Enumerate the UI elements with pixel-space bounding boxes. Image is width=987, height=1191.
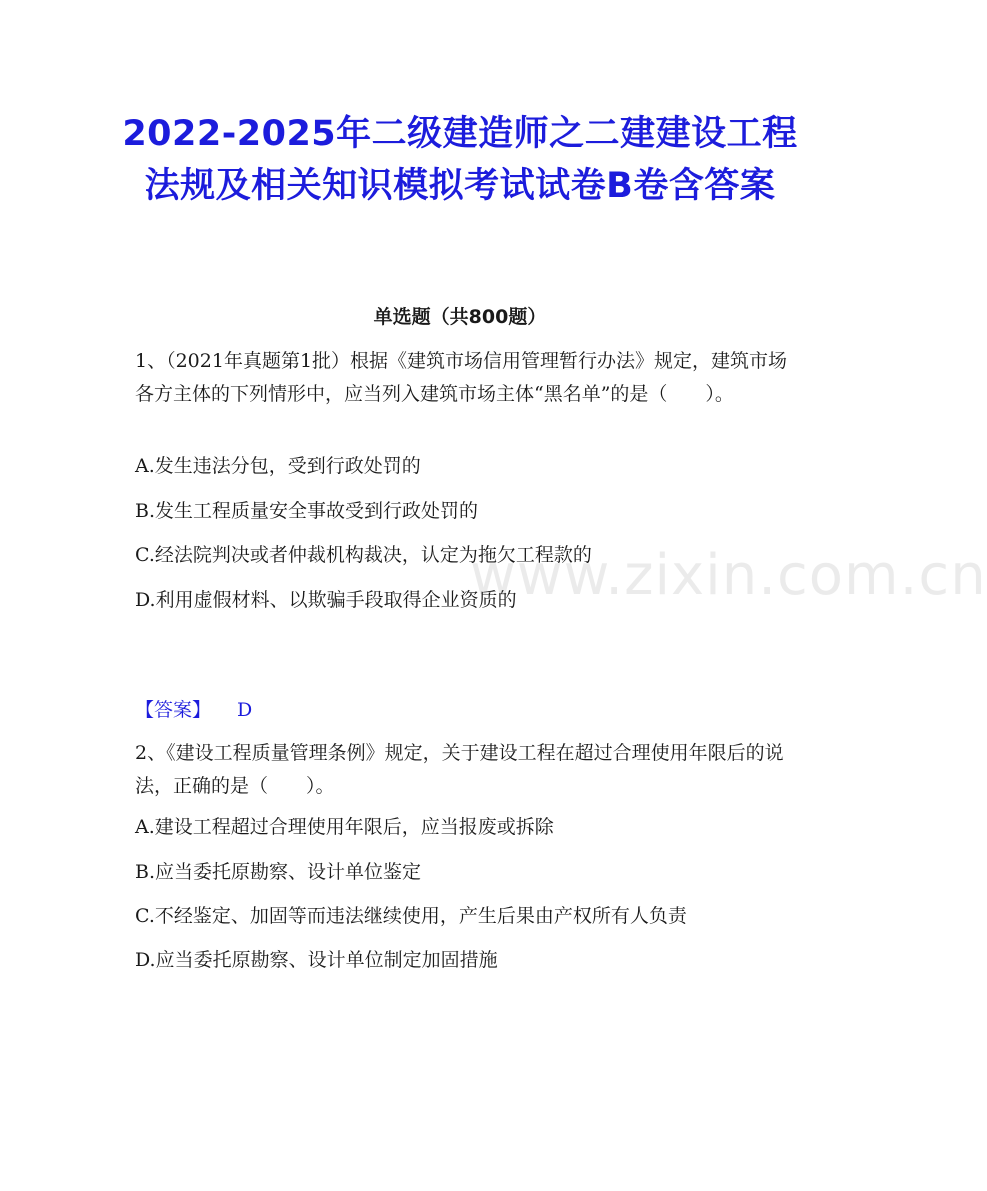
question-2-option-c: C.不经鉴定、加固等而违法继续使用，产生后果由产权所有人负责 [135, 905, 687, 927]
watermark: www.zixin.com.cn [470, 543, 987, 608]
question-1-option-b: B.发生工程质量安全事故受到行政处罚的 [135, 500, 479, 522]
section-header: 单选题（共800题） [373, 306, 547, 328]
question-1-option-c: C.经法院判决或者仲裁机构裁决，认定为拖欠工程款的 [135, 544, 592, 566]
question-1-text: 1、（2021年真题第1批）根据《建筑市场信用管理暂行办法》规定，建筑市场各方主体的下列情形中，应当列入建筑市场主体“黑名单”的是（ ）。 [135, 350, 788, 405]
question-2-option-d: D.应当委托原勘察、设计单位制定加固措施 [135, 949, 498, 971]
question-1-option-d: D.利用虚假材料、以欺骗手段取得企业资质的 [135, 589, 517, 611]
document-title: 2022-2025年二级建造师之二建建设工程法规及相关知识模拟考试试卷B卷含答案 [122, 114, 798, 206]
answer-value: D [237, 699, 253, 721]
question-2-option-a: A.建设工程超过合理使用年限后，应当报废或拆除 [135, 816, 554, 838]
question-1-option-a: A.发生违法分包，受到行政处罚的 [135, 455, 421, 477]
question-1-answer [135, 696, 252, 724]
question-2-option-b: B.应当委托原勘察、设计单位鉴定 [135, 861, 422, 883]
answer-label: 【答案】 [135, 699, 212, 721]
question-2-text: 2、《建设工程质量管理条例》规定，关于建设工程在超过合理使用年限后的说法，正确的是（ ）。 [135, 742, 784, 797]
